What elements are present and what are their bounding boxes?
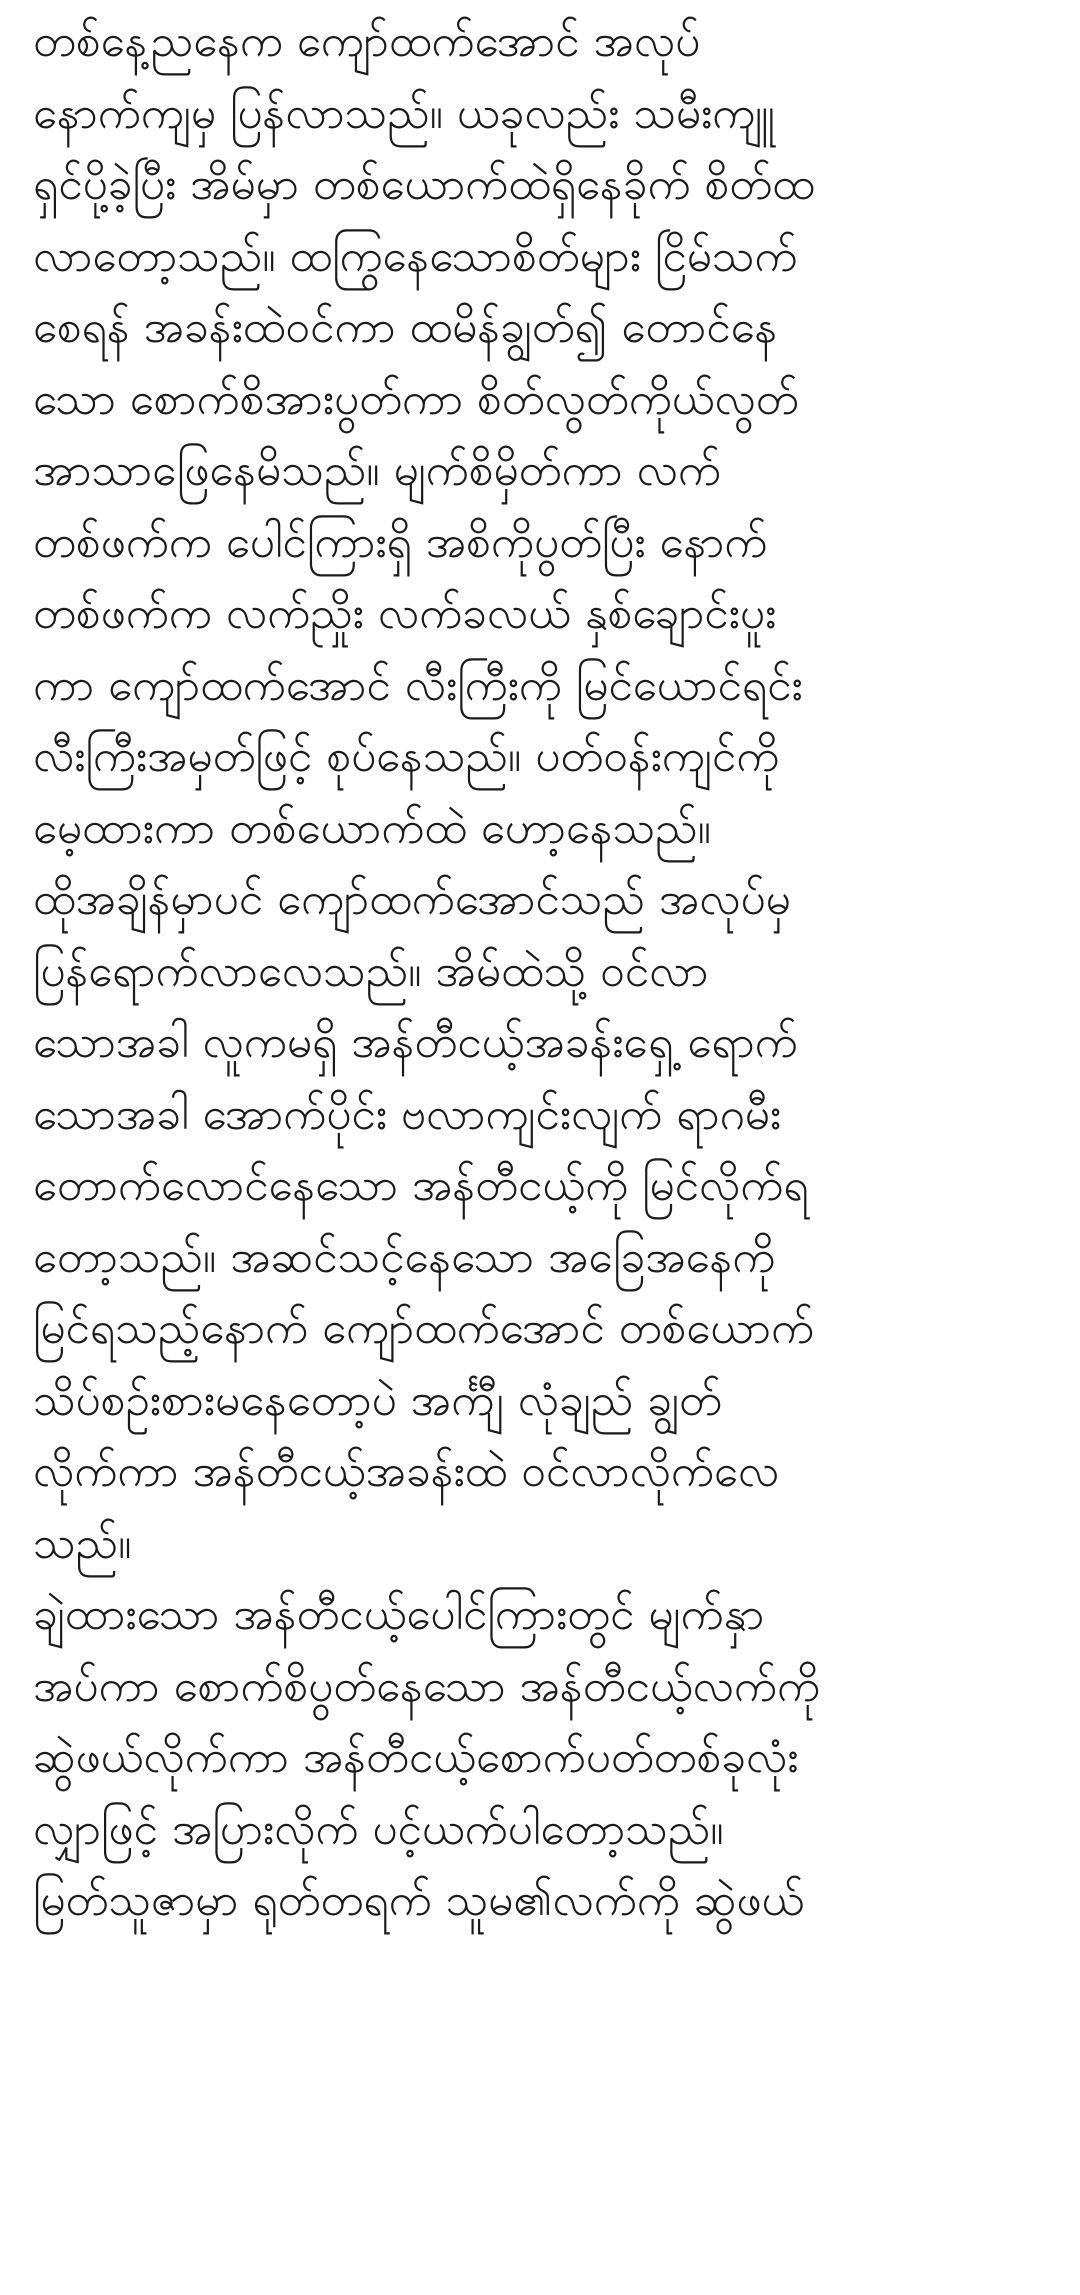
text-line: သောအခါ လူကမရှိ အန်တီငယ့်အခန်းရှေ့ ရောက် bbox=[33, 1017, 798, 1068]
text-line: တောက်လောင်နေသော အန်တီငယ့်ကို မြင်လိုက်ရ bbox=[33, 1160, 809, 1211]
text-line: တစ်ဖက်က လက်ညှိုး လက်ခလယ် နှစ်ချောင်းပူး bbox=[33, 588, 777, 639]
text-line: ထိုအချိန်မှာပင် ကျော်ထက်အောင်သည် အလုပ်မှ bbox=[33, 874, 791, 925]
text-line: လီးကြီးအမှတ်ဖြင့် စုပ်နေသည်။ ပတ်ဝန်းကျင်ကို bbox=[33, 731, 780, 782]
text-line: မြင်ရသည့်နောက် ကျော်ထက်အောင် တစ်ယောက် bbox=[33, 1303, 815, 1354]
text-line: လိုက်ကာ အန်တီငယ့်အခန်းထဲ ဝင်လာလိုက်လေ bbox=[33, 1446, 780, 1497]
text-line: အာသာဖြေနေမိသည်။ မျက်စိမှိတ်ကာ လက် bbox=[33, 445, 721, 496]
text-line: ချဲထားသော အန်တီငယ့်ပေါင်ကြားတွင် မျက်နှာ bbox=[33, 1589, 765, 1640]
text-line: တစ်ဖက်က ပေါင်ကြားရှိ အစိကိုပွတ်ပြီး နောက် bbox=[33, 516, 768, 568]
text-line: စေရန် အခန်းထဲဝင်ကာ ထမိန်ချွတ်၍ တောင်နေ bbox=[33, 302, 778, 353]
text-line: နောက်ကျမှ ပြန်လာသည်။ ယခုလည်း သမီးကျူ bbox=[33, 87, 775, 139]
text-line: အပ်ကာ စောက်စိပွတ်နေသော အန်တီငယ့်လက်ကို bbox=[33, 1660, 821, 1712]
text-line: လျှာဖြင့် အပြားလိုက် ပင့်ယက်ပါတော့သည်။ bbox=[33, 1803, 724, 1855]
text-line: သောအခါ အောက်ပိုင်း ဗလာကျင်းလျက် ရာဂမီး bbox=[33, 1088, 782, 1140]
text-line: မေ့ထားကာ တစ်ယောက်ထဲ ဟော့နေသည်။ bbox=[33, 802, 711, 854]
text-line: သိပ်စဉ်းစားမနေတော့ပဲ အင်္ကျီ လုံချည် ချွတ် bbox=[33, 1374, 722, 1426]
text-line: ကာ ကျော်ထက်အောင် လီးကြီးကို မြင်ယောင်ရင်း bbox=[33, 659, 803, 711]
text-line: သည်။ bbox=[33, 1517, 132, 1569]
text-line: ရှင်ပို့ခဲ့ပြီး အိမ်မှာ တစ်ယောက်ထဲရှိနေခိုက် စိတ်ထ bbox=[33, 159, 815, 210]
text-line: ဆွဲဖယ်လိုက်ကာ အန်တီငယ့်စောက်ပတ်တစ်ခုလုံး bbox=[33, 1732, 799, 1783]
text-line: တော့သည်။ အဆင်သင့်နေသော အခြေအနေကို bbox=[33, 1231, 776, 1283]
text-line: လာတော့သည်။ ထကြွနေသောစိတ်များ ငြိမ်သက် bbox=[33, 230, 798, 282]
text-line: မြတ်သူဇာမှာ ရုတ်တရက် သူမ၏လက်ကို ဆွဲဖယ် bbox=[33, 1875, 805, 1926]
text-line: ပြန်ရောက်လာလေသည်။ အိမ်ထဲသို့ ဝင်လာ bbox=[33, 945, 709, 997]
text-line: သော စောက်စိအားပွတ်ကာ စိတ်လွတ်ကိုယ်လွတ် bbox=[33, 373, 799, 425]
text-line: တစ်နေ့ညနေက ကျော်ထက်အောင် အလုပ် bbox=[33, 16, 701, 67]
